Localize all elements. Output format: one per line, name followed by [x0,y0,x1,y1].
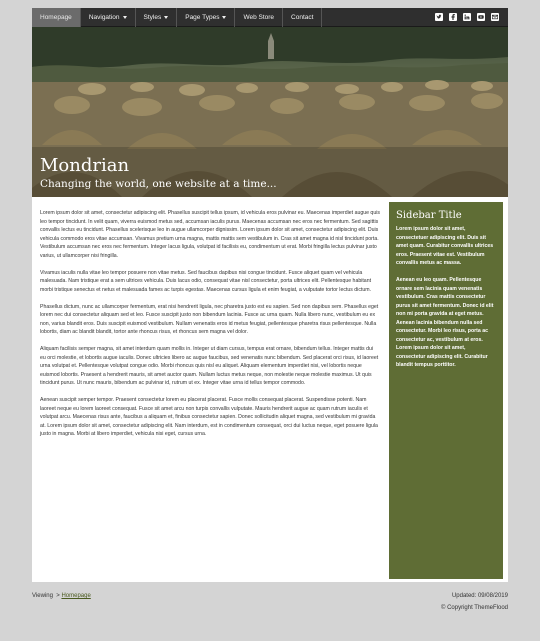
chevron-down-icon [222,16,226,19]
linkedin-icon[interactable] [463,13,471,21]
body-paragraph: Lorem ipsum dolor sit amet, consectetur adipiscing elit. Phasellus suscipit tellus ipsum, id vehicula eros pulvinar eu. Maecenas imperdiet augue quis leo tempor tincidunt. In velit quam, viverra euismod metus sed, accumsan iaculis purus. Maecenas accumsan nec eros nec fermentum. Sed sagittis convallis lectus eu tincidunt. Phasellus scelerisque leo in augue ullamcorper dignissim. Lorem ipsum dolor sit amet, consectetur adipiscing elit. Duis vehicula commodo eros vitae accumsan. Vivamus pretium urna magna, mattis mattis sem vestibulum in. Cras sit amet magna id nisl tincidunt porta. Vestibulum accumsan nec eros nec fermentum. Integer lacus ligula, volutpat id facilisis eu, condimentum ut erat. Morbi fringilla lectus pulvinar justo varius, ut ullamcorper nisi fringilla. [40,210,380,259]
updated-date: Updated: 09/08/2019 [451,593,508,599]
nav-item-contact[interactable] [283,8,322,27]
sidebar-paragraph: Aenean eu leo quam. Pellentesque ornare sem lacinia quam venenatis vestibulum. Cras mattis consectetur purus sit amet fermentum. Donec id elit non mi porta gravida at eget metus. Aenean lacinia bibendum nulla sed consectetur. Morbi leo risus, porta ac consectetur ac, vestibulum at eros. Lorem ipsum dolor sit amet, consectetur adipiscing elit. Curabitur blandit tempus porttitor. [396,277,494,368]
email-icon[interactable] [491,13,499,21]
nav-item-web-store[interactable] [235,8,283,27]
breadcrumb [32,593,91,599]
hero-banner [32,27,508,197]
breadcrumb-link-homepage[interactable]: Homepage [61,593,91,599]
sidebar-paragraph: Lorem ipsum dolor sit amet, consectetuer adipiscing elit. Duis sit amet quam. Curabitur convallis ultrices eros. Praesent vitae est. Vestibulum convallis metus ac massa. [396,226,494,266]
sidebar [389,202,503,579]
nav-item-label: Page Types [185,13,220,21]
body-paragraph: Aenean suscipit semper tempor. Praesent consectetur lorem eu placerat placerat. Fusce mollis consequat placerat. Suspendisse potenti. Nam laoreet neque eu lorem laoreet consequat. Fusce sit amet arcu non turpis convallis vulputate. Mauris hendrerit augue ac quam rutrum iaculis et volutpat arcu. Maecenas risus ante, faucibus a aliquam et, finibus consectetur sapien. Donec sollicitudin aliquet magna, sed vestibulum mi gravida at. Lorem ipsum dolor sit amet, consectetur adipiscing elit. Nam interdum, est in condimentum consequat, orci dui luctus neque, eget posuere ligula justo in magna. Morbi at libero imperdiet, vehicula nisi eget, cursus urna. [40,397,378,437]
breadcrumb-label: Viewing [32,593,53,599]
nav-item-styles[interactable] [136,8,178,27]
copyright: © Copyright ThemeFlood [440,605,508,611]
body-paragraph: Phasellus dictum, nunc ac ullamcorper fermentum, erat nisi hendrerit ligula, nec pharetra justo est eu sapien. Sed non dapibus sem. Phasellus eget lorem nec dui consectetur aliquam sed et leo. Fusce suscipit justo non bibendum lacinia. Fusce ac urna quam. Nulla libero nunc, vestibulum eu ex non, varius blandit eros. Duis suscipit euismod vestibulum. Nullam venenatis eros id metus feugiat, pellentesque pharetra risus pellentesque. Nulla lobortis, diam ac blandit blandit, tortor ante rhoncus risus, et rhoncus sem magna vel dolor. [40,303,379,335]
social-links [435,13,508,21]
facebook-icon[interactable] [449,13,457,21]
top-navbar [32,8,508,27]
nav-item-homepage[interactable] [32,8,81,27]
twitter-icon[interactable] [435,13,443,21]
nav-item-label: Navigation [88,13,120,21]
nav-item-navigation[interactable] [81,8,136,27]
content-area [32,197,508,582]
sidebar-title: Sidebar Title [396,210,462,221]
nav-item-label: Contact [291,13,314,21]
chevron-down-icon [123,16,127,19]
chevron-down-icon [164,16,168,19]
nav-item-label: Web Store [243,13,275,21]
body-paragraph: Aliquam facilisis semper magna, sit amet interdum quam mollis in. Integer ut diam cursus, tempus erat ornare, bibendum tellus. Integer mattis dui eu orci molestie, et lobortis augue iaculis. Donec ultricies libero ac augue faucibus, sed venenatis nunc bibendum. Sed placerat orci risus, id laoreet urna volutpat et. Pellentesque volutpat congue odio. Morbi rhoncus quis nisl eu aliquet. Aliquam elementum imperdiet nisi, vel lobortis neque euismod lobortis. Praesent a hendrerit mauris, sit amet auctor quam. Nullam luctus metus neque, non molestie neque molestie maximus. Ut quis tincidunt purus. Ut nunc mauris, bibendum ac pulvinar id, rutrum ut ex. Integer vitae urna id tellus tempor commodo. [40,346,379,386]
youtube-icon[interactable] [477,13,485,21]
nav-item-label: Homepage [40,13,72,21]
footer [0,583,540,641]
site-subtitle: Changing the world, one website at a time... [40,178,277,190]
breadcrumb-separator: > [56,593,60,599]
nav-item-label: Styles [143,13,162,21]
body-paragraph: Vivamus iaculis nulla vitae leo tempor posuere non vitae metus. Sed faucibus dapibus nisi congue tincidunt. Fusce aliquet quam vel vehicula malesuada. Nam tristique erat a sem ultrices vehicula. Duis lacus odio, consequat vitae nisl consectetur, porta ultrices elit. Pellentesque habitant morbi tristique senectus et netus et malesuada fames ac turpis egestas. Maecenas cursus ligula et enim feugiat, a vulputate tortor lectus dictum. [40,269,372,293]
main-column [40,209,380,447]
site-title: Mondrian [40,155,130,176]
nav-item-page-types[interactable] [177,8,235,27]
